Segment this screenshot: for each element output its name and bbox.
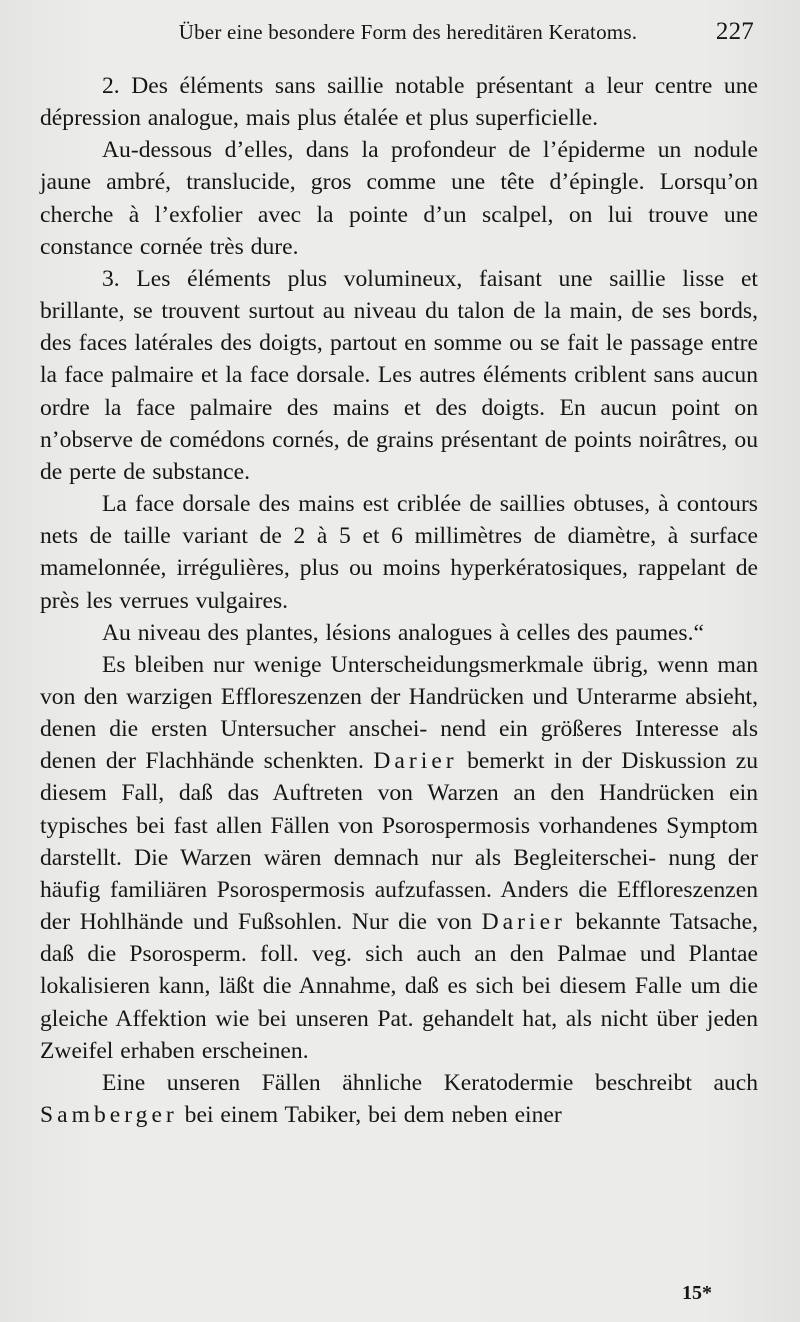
text-run: Eine unseren Fällen ähnliche Keratodermie beschreibt auch	[102, 1069, 758, 1096]
paragraph	[40, 1067, 758, 1131]
running-head	[40, 18, 758, 58]
text-run: 2. Des éléments sans saillie notable présentant a leur centre une dépression analogue, mais plus étalée et plus superficielle.	[40, 73, 758, 132]
body-text	[40, 70, 758, 1131]
author-name: Samberger	[40, 1102, 178, 1128]
text-run: Es bleiben nur wenige Unterscheidungsmerkmale übrig, wenn man von den warzigen Effloreszenzen der Handrücken und Unterarme absieht, denen die ersten Untersucher anschei- nend ein größeres Interesse als denen der Flachhände schenkten.	[40, 651, 758, 775]
text-run: bekannte Tatsache, daß die Psorosperm. foll. veg. sich auch an den Palmae und Plantae lokalisieren kann, läßt die Annahme, daß es sich bei diesem Falle um die gleiche Affektion wie bei unseren Pat. gehandelt hat, als nicht über jeden Zweifel erhaben erscheinen.	[40, 909, 758, 1064]
paragraph	[40, 70, 758, 134]
text-run: bemerkt in der Diskussion zu diesem Fall, daß das Auftreten von Warzen an den Handrücken ein typisches bei fast allen Fällen von Psorospermosis vorhandenes Symptom darstellt. Die Warzen wären demnach nur als Begleiterschei- nung der häufig familiären Psorospermosis aufzufassen. Anders die Effloreszenzen der Hohlhände und Fußsohlen. Nur die von	[40, 748, 758, 936]
paragraph	[40, 649, 758, 1067]
paragraph	[40, 134, 758, 263]
text-run: bei einem Tabiker, bei dem neben einer	[177, 1102, 562, 1128]
text-run: Au niveau des plantes, lésions analogues à celles des paumes.“	[102, 619, 704, 646]
paragraph	[40, 617, 758, 649]
text-run: Au-dessous d’elles, dans la profondeur de l’épiderme un nodule jaune ambré, translucide, gros comme une tête d’épingle. Lorsqu’on cherche à l’exfolier avec la pointe d’un scalpel, on lui trouve une constance cornée très dure.	[40, 137, 758, 260]
running-head-title: Über eine besondere Form des hereditären Keratoms.	[178, 20, 638, 44]
text-run: La face dorsale des mains est criblée de saillies obtuses, à contours nets de taille variant de 2 à 5 et 6 millimètres de diamètre, à surface mamelonnée, irrégulières, plus ou moins hyperkératosiques, rappelant de près les verrues vulgaires.	[40, 491, 758, 614]
author-name: Darier	[481, 909, 566, 936]
author-name: Darier	[373, 748, 458, 775]
page-number: 227	[715, 18, 754, 45]
paragraph	[40, 263, 758, 488]
paragraph	[40, 488, 758, 617]
text-run: 3. Les éléments plus volumineux, faisant une saillie lisse et brillante, se trouvent surtout au niveau du talon de la main, de ses bords, des faces latérales des doigts, partout en somme ou se fait le passage entre la face palmaire et la face dorsale. Les autres éléments criblent sans aucun ordre la face palmaire des mains et des doigts. En aucun point on n’observe de comédons cornés, de grains présentant de points noirâtres, ou de perte de substance.	[40, 265, 758, 485]
signature-mark: 15*	[682, 1282, 712, 1304]
